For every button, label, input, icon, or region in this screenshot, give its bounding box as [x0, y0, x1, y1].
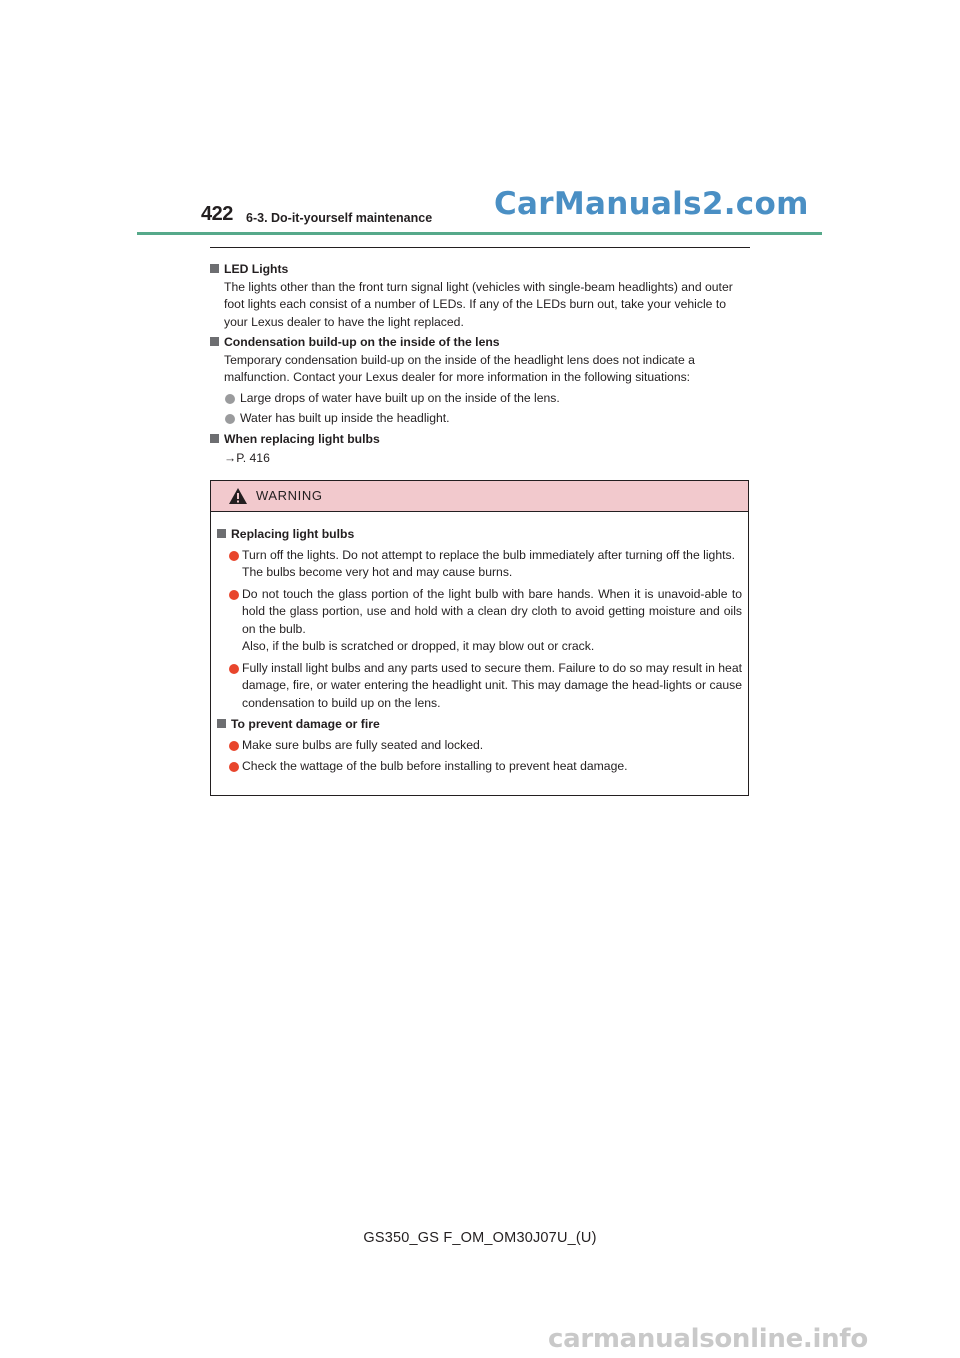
warning-list-item	[217, 737, 742, 755]
warning-text: Also, if the bulb is scratched or dropped, it may blow out or crack.	[242, 639, 595, 653]
content-top-rule	[210, 247, 750, 248]
circle-bullet-icon	[229, 664, 239, 674]
header-rule	[137, 232, 822, 235]
warning-group-heading	[217, 526, 742, 544]
circle-bullet-icon	[225, 414, 235, 424]
warning-text: Check the wattage of the bulb before installing to prevent heat damage.	[242, 759, 628, 773]
warning-header	[211, 481, 748, 512]
warning-list-item	[217, 758, 742, 776]
warning-text: Do not touch the glass portion of the light bulb with bare hands. When it is unavoid-able to hold the glass portion, use and hold with a clean dry cloth to avoid getting moisture and oils on the bulb.	[242, 586, 742, 636]
square-bullet-icon	[210, 264, 219, 273]
warning-list-item	[217, 586, 742, 656]
led-lights-title: LED Lights	[224, 262, 289, 276]
condensation-body: Temporary condensation build-up on the inside of the headlight lens does not indicate a malfunction. Contact your Lexus dealer for more information in the following situations:	[224, 352, 695, 384]
list-item	[210, 410, 750, 428]
circle-bullet-icon	[229, 590, 239, 600]
led-lights-heading	[210, 261, 750, 279]
warning-text: Fully install light bulbs and any parts used to secure them. Failure to do so may result in heat damage, fire, or water entering the headlight unit. This may damage the head-lights or cause condensation to build up on the lens.	[242, 660, 742, 710]
square-bullet-icon	[210, 434, 219, 443]
warning-list-item	[217, 660, 742, 713]
replacing-bulbs-title: When replacing light bulbs	[224, 431, 380, 446]
warning-label: WARNING	[256, 488, 323, 503]
page-reference-link[interactable]: →P. 416	[224, 451, 270, 465]
square-bullet-icon	[217, 719, 226, 728]
page-content	[210, 258, 750, 468]
circle-bullet-icon	[229, 551, 239, 561]
condensation-title: Condensation build-up on the inside of the lens	[224, 335, 500, 349]
warning-body	[211, 512, 748, 776]
document-code-footer: GS350_GS F_OM_OM30J07U_(U)	[363, 1230, 597, 1246]
warning-text: Turn off the lights. Do not attempt to replace the bulb immediately after turning off the lights.	[242, 547, 735, 562]
section-title: 6-3. Do-it-yourself maintenance	[246, 211, 433, 225]
warning-box	[210, 480, 749, 796]
watermark-logo-top[interactable]: CarManuals2.com	[494, 186, 809, 222]
bullet-text: Water has built up inside the headlight.	[240, 411, 450, 425]
circle-bullet-icon	[225, 394, 235, 404]
warning-group-title: To prevent damage or fire	[231, 717, 380, 731]
warning-triangle-icon	[228, 487, 248, 510]
circle-bullet-icon	[229, 741, 239, 751]
led-lights-body: The lights other than the front turn signal light (vehicles with single-beam headlights) and outer foot lights each consist of a number of LEDs. If any of the LEDs burn out, take your vehicle to your Lexus dealer to have the light replaced.	[224, 279, 733, 329]
bullet-text: Large drops of water have built up on the inside of the lens.	[240, 390, 560, 405]
watermark-logo-bottom[interactable]: carmanualsonline.info	[548, 1324, 868, 1354]
list-item	[210, 390, 750, 408]
circle-bullet-icon	[229, 762, 239, 772]
square-bullet-icon	[217, 529, 226, 538]
warning-text: Make sure bulbs are fully seated and locked.	[242, 737, 484, 752]
condensation-heading	[210, 334, 750, 352]
warning-list-item	[217, 547, 742, 582]
warning-group-title: Replacing light bulbs	[231, 527, 355, 541]
square-bullet-icon	[210, 337, 219, 346]
warning-group-heading	[217, 716, 742, 734]
replacing-bulbs-heading	[210, 431, 750, 449]
warning-text: The bulbs become very hot and may cause burns.	[242, 565, 513, 579]
page-number: 422	[201, 203, 233, 225]
